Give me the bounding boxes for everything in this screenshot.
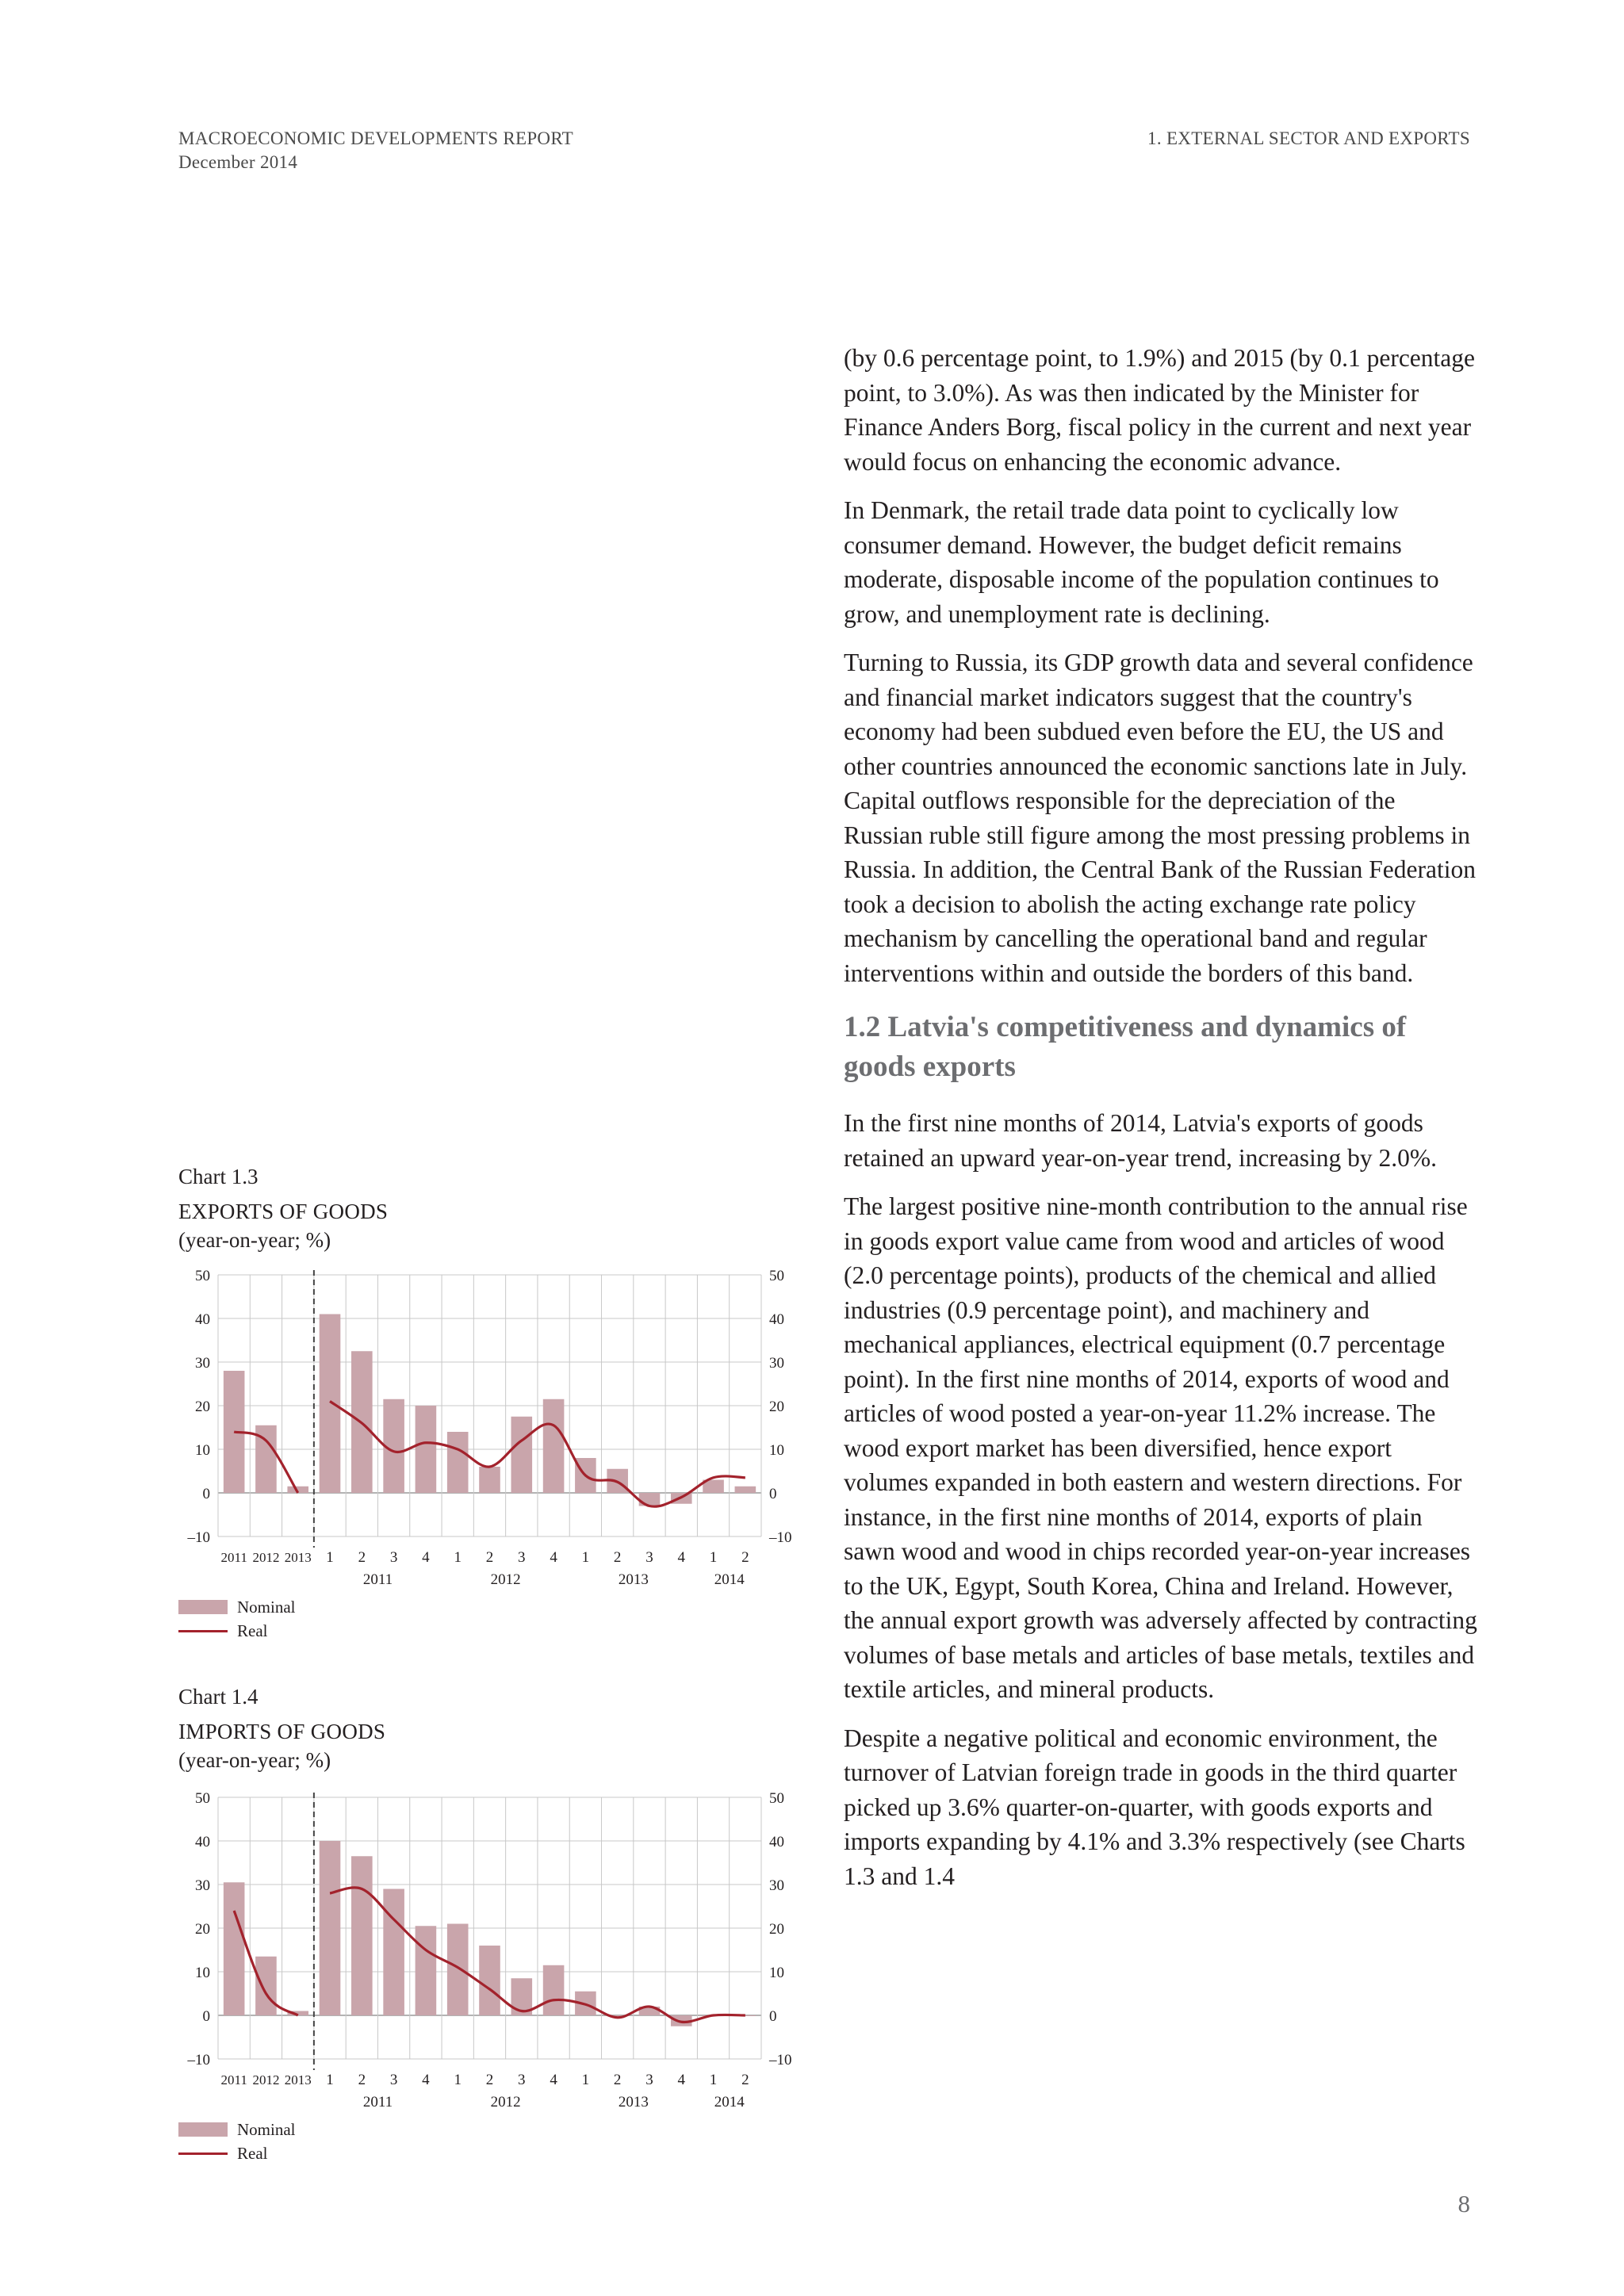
chart-1-3-caption (178, 1162, 813, 1254)
x-tick-label: 1 (709, 1549, 718, 1566)
bar-nominal (543, 1399, 565, 1493)
x-tick-label: 1 (326, 2072, 334, 2088)
x-tick-label: 2011 (220, 2072, 247, 2087)
x-tick-label: 1 (581, 1549, 590, 1566)
paragraph: The largest positive nine-month contribution to the annual rise in goods export value came from wood and articles of wood (2.0 percentage points), products of the chemical and allied industries (0.9 percentage point), and machinery and mechanical appliances, electrical equipment (0.7 percentage point). In the first nine months of 2014, exports of wood and articles of wood posted a year-on-year 11.2% increase. The wood export market has been diversified, hence export volumes expanded in both eastern and western directions. For instance, in the first nine months of 2014, exports of plain sawn wood and wood in chips recorded year-on-year increases to the UK, Egypt, South Korea, China and Ireland. However, the annual export growth was adversely affected by contracting volumes of base metals and articles of base metals, textiles and textile articles, and mineral products. (844, 1192, 1477, 1703)
bar-nominal (447, 1924, 469, 2016)
y-tick-label-left: 0 (202, 1486, 210, 1502)
x-tick-label: 2011 (220, 1550, 247, 1565)
report-title: MACROECONOMIC DEVELOPMENTS REPORT (178, 128, 573, 148)
x-tick-label: 4 (677, 2072, 686, 2088)
x-group-label: 2011 (362, 1571, 393, 1588)
y-tick-label-right: 10 (769, 1442, 784, 1459)
y-tick-label-left: –10 (187, 2052, 210, 2068)
section-heading: 1.2 Latvia's competitiveness and dynamics of goods exports (844, 1011, 1407, 1083)
y-tick-label-left: 50 (195, 1790, 210, 1807)
paragraph: In the first nine months of 2014, Latvia's exports of goods retained an upward year-on-year trend, increasing by 2.0%. (844, 1109, 1438, 1172)
x-tick-label: 2 (358, 2072, 366, 2088)
legend-item-nominal (178, 2118, 296, 2141)
exports-chart-legend (178, 1595, 296, 1643)
bar-nominal (543, 1965, 565, 2015)
y-tick-label-right: 0 (769, 2008, 777, 2025)
x-tick-label: 2 (485, 2072, 494, 2088)
x-tick-label: 3 (645, 1549, 653, 1566)
paragraph: (by 0.6 percentage point, to 1.9%) and 2015 (by 0.1 percentage point, to 3.0%). As was then indicated by the Minister for Finance Anders Borg, fiscal policy in the current and next year would focus on enhancing the economic advance. (844, 344, 1475, 476)
y-tick-label-right: 20 (769, 1399, 784, 1415)
nominal-swatch (178, 1600, 228, 1614)
real-swatch (178, 2152, 228, 2155)
imports-chart-legend (178, 2118, 296, 2165)
bar-nominal (479, 1946, 500, 2015)
paragraph: Despite a negative political and economic environment, the turnover of Latvian foreign trade in goods in the third quarter picked up 3.6% quarter-on-quarter, with goods exports and imports expanding by 4.1% and 3.3% respectively (see Charts 1.3 and 1.4 (844, 1724, 1465, 1890)
x-tick-label: 2 (741, 2072, 749, 2088)
bar-nominal (416, 1406, 437, 1493)
x-tick-label: 3 (389, 1549, 398, 1566)
legend-label: Real (237, 2144, 268, 2163)
y-tick-label-left: 40 (195, 1834, 210, 1850)
x-tick-label: 2 (613, 1549, 622, 1566)
paragraph: In Denmark, the retail trade data point to cyclically low consumer demand. However, the budget deficit remains moderate, disposable income of the population continues to grow, and unemployment rate is declining. (844, 496, 1439, 628)
y-tick-label-left: 30 (195, 1355, 210, 1372)
y-tick-label-left: 10 (195, 1442, 210, 1459)
bar-nominal (351, 1856, 373, 2015)
x-group-label: 2014 (714, 2094, 745, 2110)
x-tick-label: 4 (422, 1549, 430, 1566)
x-tick-label: 2 (358, 1549, 366, 1566)
x-tick-label: 1 (454, 1549, 462, 1566)
bar-nominal (735, 1487, 756, 1493)
nominal-swatch (178, 2122, 228, 2137)
x-group-label: 2012 (490, 1571, 521, 1588)
y-tick-label-right: –10 (769, 2052, 792, 2068)
y-tick-label-right: 0 (769, 1486, 777, 1502)
x-tick-label: 2 (741, 1549, 749, 1566)
paragraph: Turning to Russia, its GDP growth data and several confidence and financial market indicators suggest that the country's economy had been subdued even before the EU, the US and other countries announced the economic sanctions late in July. Capital outflows responsible for the depreciation of the Russian ruble still figure among the most pressing problems in Russia. In addition, the Central Bank of the Russian Federation took a decision to abolish the acting exchange rate policy mechanism by cancelling the operational band and regular interventions within and outside the borders of this band. (844, 649, 1476, 987)
chart-number: Chart 1.4 (178, 1685, 259, 1709)
bar-nominal (320, 1314, 341, 1494)
x-tick-label: 3 (389, 2072, 398, 2088)
x-tick-label: 1 (326, 1549, 334, 1566)
report-date: December 2014 (178, 152, 298, 172)
y-tick-label-left: 50 (195, 1268, 210, 1284)
running-header-left (178, 127, 573, 174)
bar-nominal (383, 1889, 404, 2016)
x-tick-label: 2013 (284, 1550, 312, 1565)
x-group-label: 2013 (618, 1571, 649, 1588)
chart-subtitle: (year-on-year; %) (178, 1748, 331, 1772)
y-tick-label-right: 30 (769, 1355, 784, 1372)
legend-label: Nominal (237, 2120, 296, 2139)
x-tick-label: 2 (485, 1549, 494, 1566)
x-tick-label: 4 (550, 2072, 557, 2088)
legend-item-real (178, 2141, 296, 2165)
x-tick-label: 2012 (252, 2072, 280, 2087)
exports-chart (178, 1261, 813, 1594)
bar-nominal (639, 1493, 661, 1506)
legend-item-nominal (178, 1595, 296, 1619)
y-tick-label-right: 20 (769, 1921, 784, 1938)
chart-number: Chart 1.3 (178, 1165, 259, 1188)
y-tick-label-right: 50 (769, 1268, 784, 1284)
legend-item-real (178, 1619, 296, 1643)
x-tick-label: 2012 (252, 1550, 280, 1565)
x-tick-label: 3 (645, 2072, 653, 2088)
bar-nominal (511, 1417, 532, 1493)
x-group-label: 2014 (714, 1571, 745, 1588)
x-tick-label: 1 (709, 2072, 718, 2088)
y-tick-label-right: 50 (769, 1790, 784, 1807)
x-group-label: 2011 (362, 2094, 393, 2110)
x-tick-label: 2 (613, 2072, 622, 2088)
page-number: 8 (1457, 2190, 1470, 2218)
y-tick-label-left: 40 (195, 1311, 210, 1328)
running-header-right: 1. EXTERNAL SECTOR AND EXPORTS (1147, 128, 1470, 148)
bar-nominal (320, 1841, 341, 2015)
chart-subtitle: (year-on-year; %) (178, 1228, 331, 1252)
y-tick-label-left: –10 (187, 1529, 210, 1546)
legend-label: Real (237, 1621, 268, 1640)
legend-label: Nominal (237, 1598, 296, 1617)
bar-nominal (224, 1882, 245, 2015)
y-tick-label-left: 0 (202, 2008, 210, 2025)
y-tick-label-right: 40 (769, 1834, 784, 1850)
bar-nominal (479, 1467, 500, 1493)
x-group-label: 2012 (490, 2094, 521, 2110)
x-group-label: 2013 (618, 2094, 649, 2110)
imports-chart (178, 1783, 813, 2116)
chart-title: IMPORTS OF GOODS (178, 1720, 386, 1743)
x-tick-label: 3 (518, 1549, 526, 1566)
x-tick-label: 1 (454, 2072, 462, 2088)
y-tick-label-left: 10 (195, 1965, 210, 1981)
real-swatch (178, 1630, 228, 1632)
chart-title: EXPORTS OF GOODS (178, 1200, 389, 1223)
y-tick-label-left: 30 (195, 1877, 210, 1894)
bar-nominal (255, 1957, 277, 2015)
y-tick-label-right: 10 (769, 1965, 784, 1981)
y-tick-label-right: 30 (769, 1877, 784, 1894)
main-text-column (844, 341, 1478, 1908)
bar-nominal (416, 1926, 437, 2015)
y-tick-label-right: 40 (769, 1311, 784, 1328)
bar-nominal (447, 1432, 469, 1493)
y-tick-label-left: 20 (195, 1921, 210, 1938)
chart-1-4-caption (178, 1682, 813, 1774)
x-tick-label: 2013 (284, 2072, 312, 2087)
x-tick-label: 1 (581, 2072, 590, 2088)
y-tick-label-right: –10 (769, 1529, 792, 1546)
x-tick-label: 4 (422, 2072, 430, 2088)
x-tick-label: 3 (518, 2072, 526, 2088)
x-tick-label: 4 (677, 1549, 686, 1566)
x-tick-label: 4 (550, 1549, 557, 1566)
y-tick-label-left: 20 (195, 1399, 210, 1415)
